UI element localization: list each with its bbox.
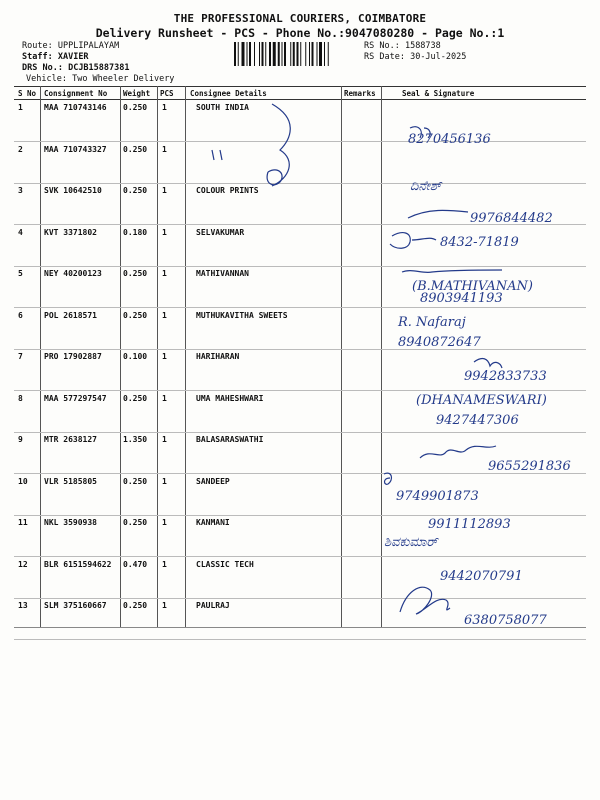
table-row [0, 518, 600, 560]
barcode-bar [328, 42, 329, 66]
col-header-sno: S No [18, 89, 37, 98]
staff-value: XAVIER [57, 52, 89, 62]
row-consignee: MATHIVANNAN [196, 269, 249, 278]
row-consignee: CLASSIC TECH [196, 559, 254, 569]
barcode-bar [238, 42, 239, 66]
row-pcs: 1 [162, 269, 167, 278]
barcode-bar [254, 42, 255, 66]
row-sno: 8 [18, 393, 23, 403]
drs-label: DRS No.: [22, 63, 63, 73]
row-separator [14, 390, 586, 391]
row-consignment-no: BLR 6151594622 [44, 559, 112, 569]
drs-line [22, 63, 130, 73]
sig-row6-name: R. Nafaraj [398, 315, 466, 330]
drs-value: DCJB15887381 [68, 63, 130, 73]
barcode-bar [278, 42, 280, 66]
barcode-bar [262, 42, 264, 66]
barcode-bar [297, 42, 299, 66]
table-row [0, 352, 600, 394]
sig-row7: 9942833733 [464, 369, 547, 384]
sig-row8: 9427447306 [436, 413, 519, 428]
row-sno: 7 [18, 352, 23, 361]
col-header-weight: Weight [123, 89, 151, 98]
rs-no-value: 1588738 [404, 41, 441, 51]
row-consignment-no: SLM 375160667 [44, 601, 107, 610]
row-pcs: 1 [162, 518, 167, 527]
sig-row6: 8940872647 [398, 335, 481, 350]
col-header-consignment: Consignment No [44, 89, 108, 98]
vehicle-value: Two Wheeler Delivery [72, 74, 175, 84]
row-consignment-no: MTR 2638127 [44, 435, 97, 444]
staff-line [22, 52, 89, 62]
row-consignee: SANDEEP [196, 476, 230, 486]
row-sno: 13 [18, 601, 28, 610]
row-weight: 0.100 [123, 352, 148, 361]
table-row [0, 145, 600, 187]
sig-row9: 9655291836 [488, 459, 571, 474]
sig-row13: 6380758077 [464, 613, 547, 628]
barcode-bar [324, 42, 325, 66]
barcode-bar [305, 42, 306, 66]
barcode-bar [269, 42, 271, 66]
col-header-pcs: PCS [160, 89, 174, 98]
row-sno: 3 [18, 186, 23, 195]
barcode-bar [259, 42, 260, 66]
table-row [0, 311, 600, 353]
sig-row8-name: (DHANAMESWARI) [416, 393, 547, 408]
row-pcs: 1 [162, 103, 167, 112]
row-consignment-no: NEY 40200123 [44, 269, 102, 278]
row-pcs: 1 [162, 476, 167, 486]
vehicle-line [26, 74, 174, 84]
staff-label: Staff: [22, 52, 53, 62]
runsheet-subtitle: Delivery Runsheet - PCS - Phone No.:9047080280 - Page No.:1 [95, 26, 505, 40]
row-consignee: BALASARASWATHI [196, 435, 264, 444]
row-consignment-no: KVT 3371802 [44, 227, 97, 237]
row-separator [14, 349, 586, 350]
row-consignee: COLOUR PRINTS [196, 186, 259, 195]
barcode-bar [249, 42, 251, 66]
barcode-bar [317, 42, 318, 66]
table-row [0, 560, 600, 602]
rs-date-line [364, 52, 466, 62]
row-consignment-no: SVK 10642510 [44, 186, 102, 195]
barcode-bar [247, 42, 248, 66]
barcode-bar [282, 42, 283, 66]
row-consignment-no: PRO 17902887 [44, 352, 102, 361]
row-sno: 4 [18, 227, 23, 237]
row-weight: 0.250 [123, 103, 148, 112]
barcode-bar [273, 42, 276, 66]
row-separator [14, 224, 586, 225]
row-separator [14, 473, 586, 474]
row-separator [14, 515, 586, 516]
rs-date-value: 30-Jul-2025 [410, 52, 467, 62]
row-sno: 2 [18, 144, 23, 154]
route-value: UPPLIPALAYAM [57, 41, 120, 51]
table-row [0, 435, 600, 477]
barcode-bar [319, 42, 322, 66]
row-consignment-no: MAA 577297547 [44, 393, 107, 403]
barcode-bar [300, 42, 301, 66]
row-pcs: 1 [162, 186, 167, 195]
barcode-bar [293, 42, 295, 66]
sig-row12: 9442070791 [440, 569, 523, 584]
row-weight: 0.250 [123, 393, 148, 403]
table-row [0, 601, 600, 643]
sig-row5-name: (B.MATHIVANAN) [412, 279, 533, 294]
row-separator [14, 141, 586, 142]
route-label: Route: [22, 41, 53, 51]
row-weight: 0.250 [123, 310, 148, 320]
table-row [0, 269, 600, 311]
table-row [0, 477, 600, 519]
barcode [234, 42, 358, 66]
row-separator [14, 598, 586, 599]
row-pcs: 1 [162, 435, 167, 444]
row-sno: 11 [18, 518, 28, 527]
sig-row11: 9911112893 [428, 517, 511, 532]
row-pcs: 1 [162, 559, 167, 569]
row-consignee: SELVAKUMAR [196, 227, 245, 237]
row-separator [14, 307, 586, 308]
row-consignment-no: VLR 5185805 [44, 476, 97, 486]
row-separator [14, 432, 586, 433]
rs-date-label: RS Date: [364, 52, 405, 62]
barcode-bar [242, 42, 245, 66]
row-consignment-no: POL 2618571 [44, 310, 97, 320]
vehicle-label: Vehicle: [26, 74, 67, 84]
row-weight: 0.250 [123, 601, 148, 610]
row-consignee: KANMANI [196, 518, 230, 527]
row-consignment-no: NKL 3590938 [44, 518, 97, 527]
row-separator [14, 639, 586, 640]
row-sno: 5 [18, 269, 23, 278]
row-pcs: 1 [162, 601, 167, 610]
table-top-rule [14, 86, 586, 87]
barcode-bar [312, 42, 314, 66]
sig-row5: 8903941193 [420, 291, 503, 306]
row-consignment-no: MAA 710743146 [44, 103, 107, 112]
barcode-bar [284, 42, 286, 66]
row-weight: 1.350 [123, 435, 148, 444]
row-consignment-no: MAA 710743327 [44, 144, 107, 154]
row-separator [14, 266, 586, 267]
row-consignee: PAULRAJ [196, 601, 230, 610]
barcode-bar [290, 42, 291, 66]
table-row [0, 394, 600, 436]
rs-no-label: RS No.: [364, 41, 400, 51]
row-sno: 10 [18, 476, 28, 486]
row-pcs: 1 [162, 227, 167, 237]
row-weight: 0.470 [123, 559, 148, 569]
row-consignee: UMA MAHESHWARI [196, 393, 264, 403]
row-sno: 12 [18, 559, 28, 569]
table-row [0, 186, 600, 228]
row-weight: 0.180 [123, 227, 148, 237]
table-header-rule [14, 99, 586, 100]
col-header-remarks: Remarks [344, 89, 376, 98]
col-header-consignee: Consignee Details [190, 89, 267, 98]
sig-row1: 8270456136 [408, 132, 491, 147]
row-pcs: 1 [162, 393, 167, 403]
row-sno: 6 [18, 310, 23, 320]
row-separator [14, 556, 586, 557]
row-weight: 0.250 [123, 476, 148, 486]
col-header-signature: Seal & Signature [402, 89, 475, 98]
sig-row3: 9976844482 [470, 211, 553, 226]
row-consignee: SOUTH INDIA [196, 103, 249, 112]
row-weight: 0.250 [123, 144, 148, 154]
row-sno: 9 [18, 435, 23, 444]
row-weight: 0.250 [123, 186, 148, 195]
company-title: THE PROFESSIONAL COURIERS, COIMBATORE [173, 12, 427, 25]
sig-row11-name: ಶಿವಕುಮಾರ್ [384, 535, 438, 550]
row-pcs: 1 [162, 352, 167, 361]
row-pcs: 1 [162, 144, 167, 154]
row-weight: 0.250 [123, 518, 148, 527]
sig-row4: 8432-71819 [440, 235, 519, 250]
barcode-bar [309, 42, 310, 66]
sig-row10: 9749901873 [396, 489, 479, 504]
table-row [0, 103, 600, 145]
row-pcs: 1 [162, 310, 167, 320]
rs-no-line [364, 41, 441, 51]
sig-row3-name: ದಿನೇಶ್ [410, 179, 442, 194]
row-separator [14, 183, 586, 184]
barcode-bar [234, 42, 236, 66]
route-line [22, 41, 119, 51]
table-row [0, 228, 600, 270]
row-sno: 1 [18, 103, 23, 112]
row-consignee: MUTHUKAVITHA SWEETS [196, 310, 288, 320]
barcode-bar [265, 42, 266, 66]
row-consignee: HARIHARAN [196, 352, 240, 361]
row-weight: 0.250 [123, 269, 148, 278]
